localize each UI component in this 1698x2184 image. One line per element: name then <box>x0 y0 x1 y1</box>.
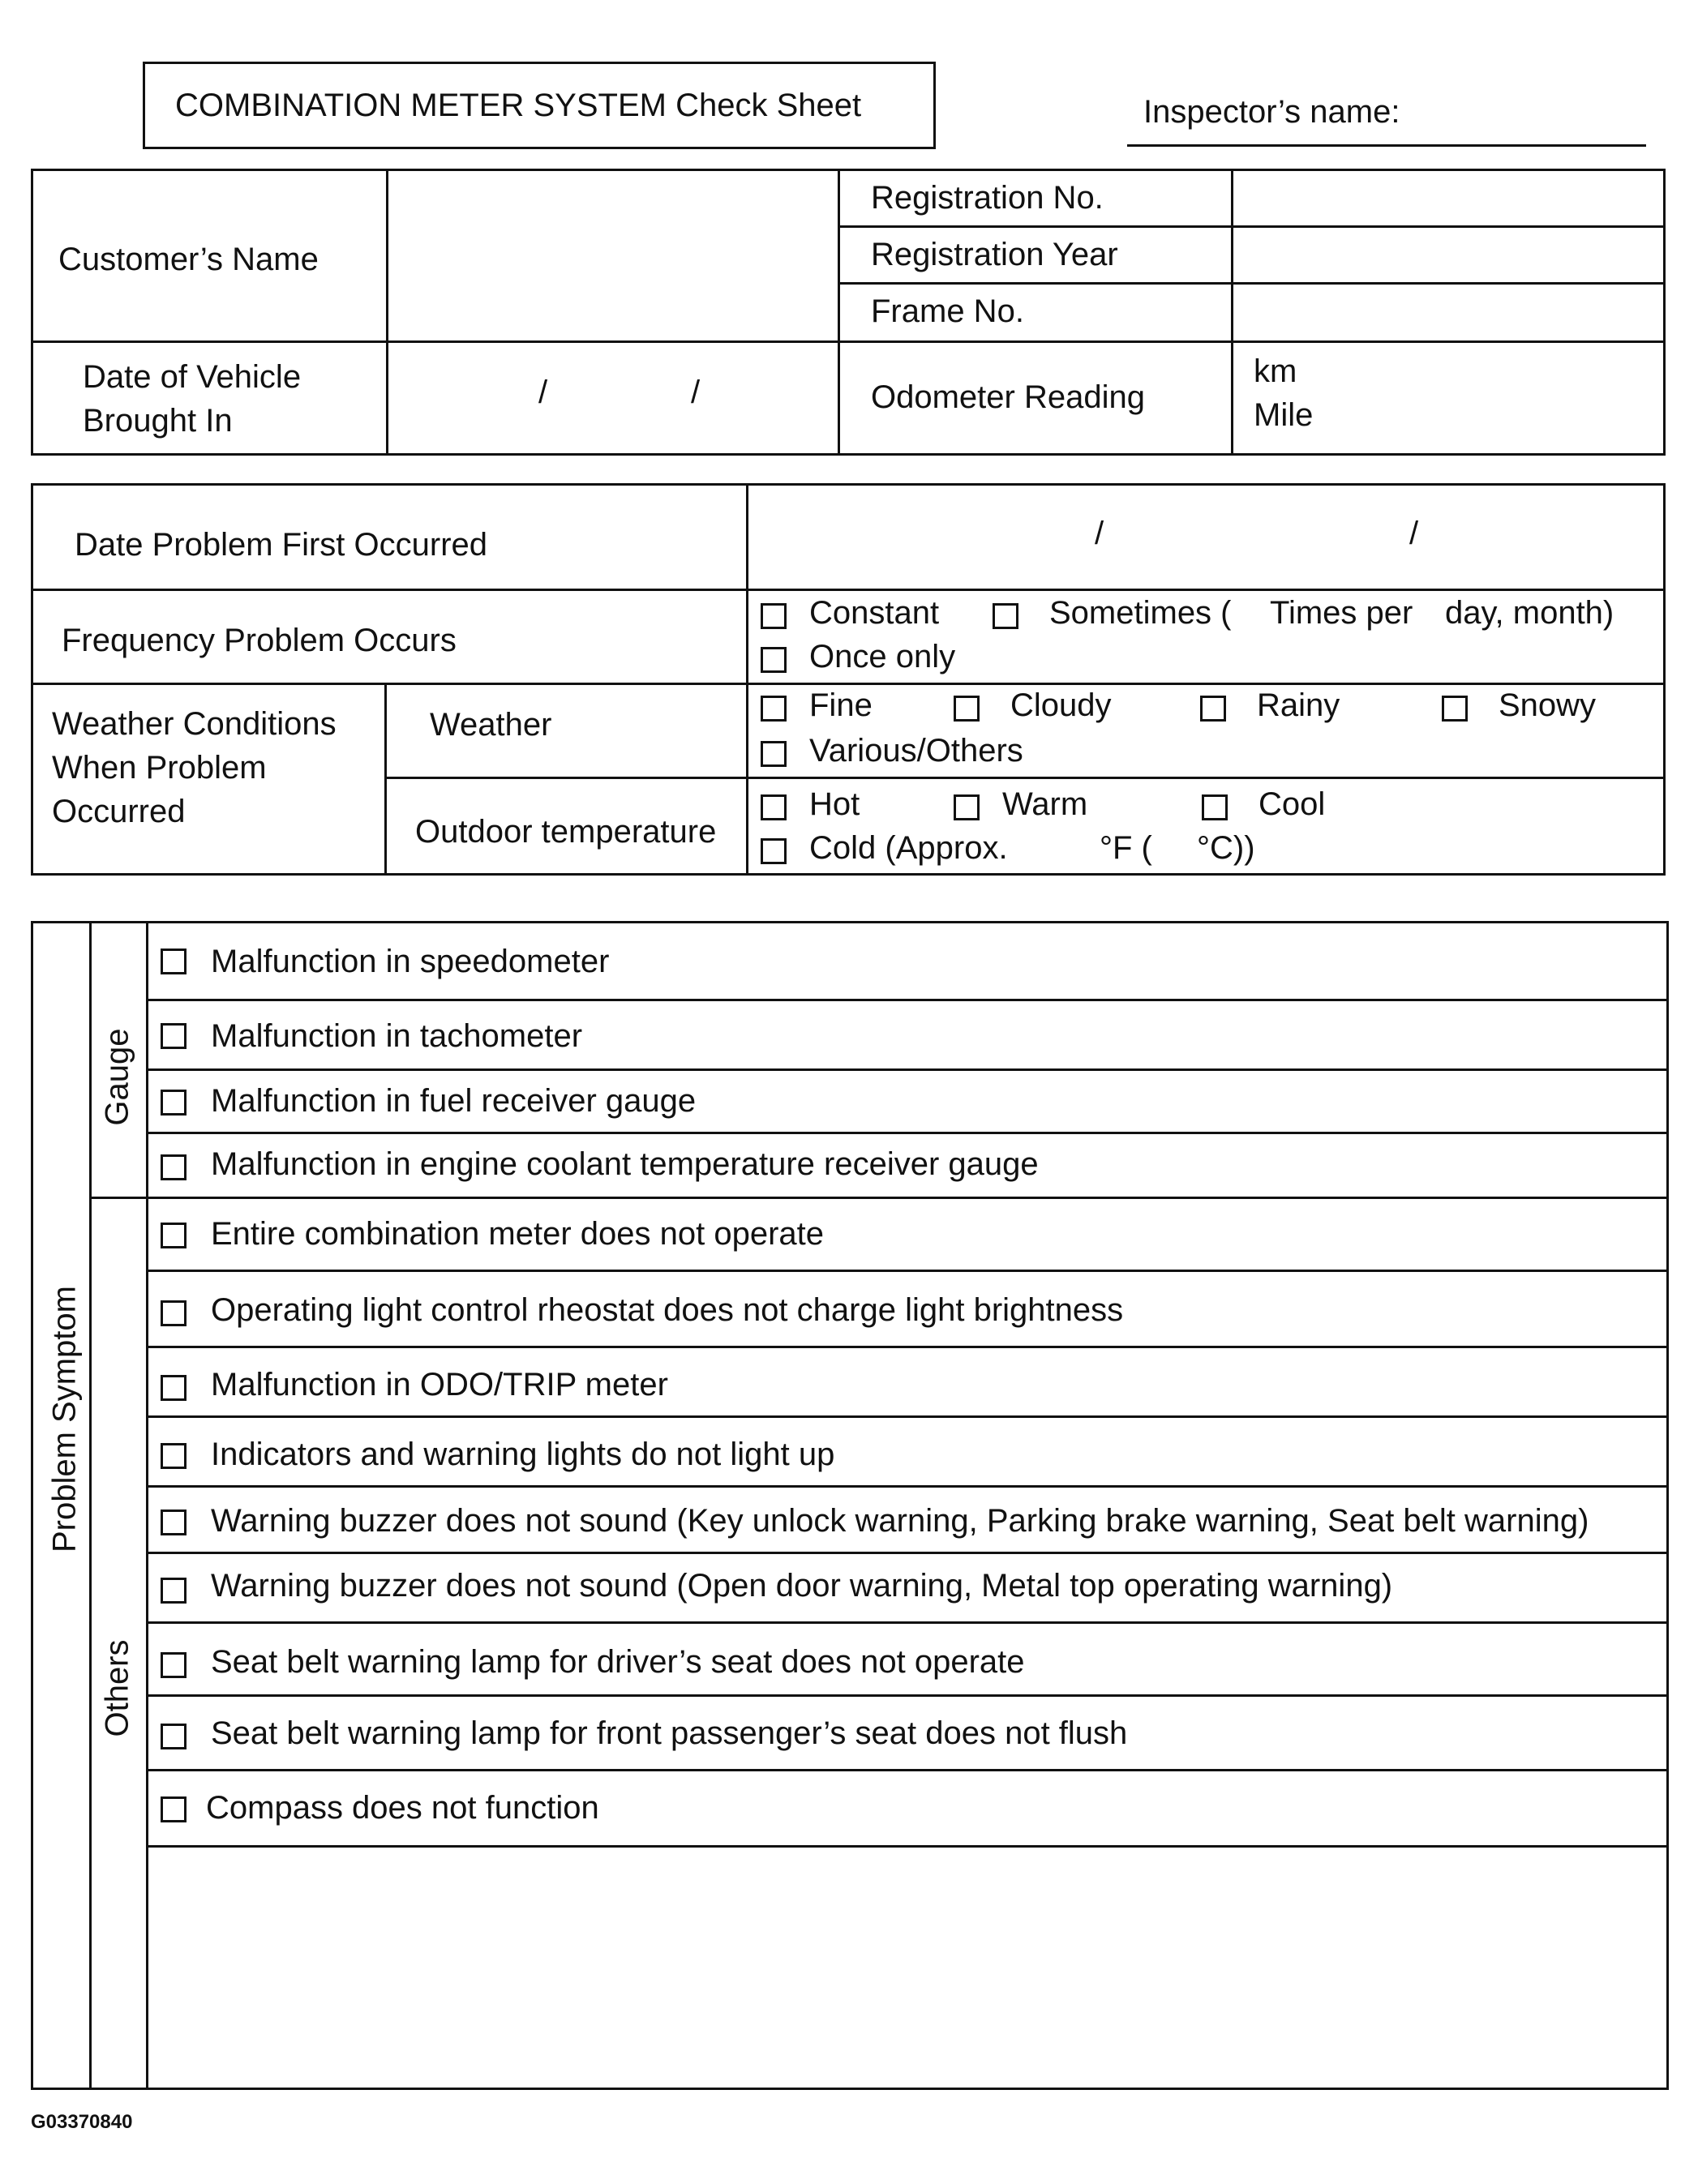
symptom-item: Malfunction in engine coolant temperature receiver gauge <box>211 1146 1039 1182</box>
symptom-item: Seat belt warning lamp for front passenger’s seat does not flush <box>211 1715 1128 1751</box>
odometer-unit-mile: Mile <box>1254 397 1314 433</box>
frame-no-label: Frame No. <box>871 293 1024 329</box>
symptom-item: Warning buzzer does not sound (Key unlock warning, Parking brake warning, Seat belt warning) <box>211 1503 1589 1539</box>
date-brought-in-line2: Brought In <box>83 403 233 439</box>
symptom-checkbox[interactable] <box>161 1090 187 1116</box>
symptom-checkbox[interactable] <box>161 1375 187 1401</box>
temp-cold-checkbox[interactable] <box>761 838 787 864</box>
registration-year-label: Registration Year <box>871 237 1118 272</box>
temp-hot-label: Hot <box>809 786 860 822</box>
symptom-row-divider <box>146 1845 1669 1848</box>
weather-cloudy-label: Cloudy <box>1010 687 1112 723</box>
symptom-row-divider <box>146 1270 1669 1272</box>
symptom-checkbox[interactable] <box>161 949 187 974</box>
temp-f-label: °F ( <box>1100 830 1152 866</box>
temp-cool-checkbox[interactable] <box>1202 794 1228 820</box>
symptom-item: Operating light control rheostat does not charge light brightness <box>211 1292 1124 1328</box>
symptom-item: Indicators and warning lights do not light up <box>211 1437 835 1472</box>
weather-various-label: Various/Others <box>809 733 1023 769</box>
weather-conditions-line1: Weather Conditions <box>52 706 337 742</box>
symptom-checkbox[interactable] <box>161 1578 187 1604</box>
problem-col-divider <box>746 483 748 876</box>
problem-symptom-vertical-label: Problem Symptom <box>46 1286 83 1552</box>
others-vertical-label: Others <box>99 1639 135 1737</box>
customer-name-label: Customer’s Name <box>58 242 319 277</box>
symptom-item: Malfunction in fuel receiver gauge <box>211 1083 697 1119</box>
symptom-row-divider <box>146 999 1669 1001</box>
freq-sometimes-label: Sometimes ( <box>1049 595 1232 631</box>
symptom-row-divider <box>146 1621 1669 1624</box>
date-brought-in-line1: Date of Vehicle <box>83 359 302 395</box>
symptom-checkbox[interactable] <box>161 1510 187 1535</box>
date-brought-in-field[interactable] <box>391 345 834 451</box>
freq-times-per-label: Times per <box>1270 595 1413 631</box>
freq-day-month-label: day, month) <box>1445 595 1614 631</box>
vehicle-col-divider-3 <box>1231 169 1233 456</box>
inspector-label: Inspector’s name: <box>1143 94 1400 130</box>
frequency-label: Frequency Problem Occurs <box>62 623 457 658</box>
temp-c-label: °C)) <box>1197 830 1255 866</box>
page-title: COMBINATION METER SYSTEM Check Sheet <box>175 88 862 123</box>
freq-constant-checkbox[interactable] <box>761 603 787 629</box>
problem-row-divider-1 <box>31 589 1666 591</box>
symptom-row-divider <box>146 1769 1669 1771</box>
weather-fine-checkbox[interactable] <box>761 696 787 722</box>
odometer-field[interactable] <box>1236 345 1662 451</box>
weather-conditions-line3: Occurred <box>52 794 186 829</box>
date-first-sep2: / <box>1409 516 1419 551</box>
symptom-checkbox[interactable] <box>161 1652 187 1678</box>
date-first-sep1: / <box>1095 516 1104 551</box>
symptom-row-divider <box>146 1068 1669 1071</box>
symptom-row-divider <box>146 1415 1669 1418</box>
freq-once-label: Once only <box>809 639 956 674</box>
weather-cloudy-checkbox[interactable] <box>954 696 980 722</box>
temp-hot-checkbox[interactable] <box>761 794 787 820</box>
registration-no-label: Registration No. <box>871 180 1104 216</box>
symptom-notes-area[interactable] <box>151 1850 1664 2085</box>
gauge-others-divider <box>89 1197 1669 1199</box>
symptom-item: Malfunction in speedometer <box>211 944 610 979</box>
temp-cold-label: Cold (Approx. <box>809 830 1008 866</box>
vehicle-col-divider-1 <box>386 169 388 456</box>
problem-row-divider-3 <box>384 777 1666 779</box>
date-first-label: Date Problem First Occurred <box>75 527 488 563</box>
customer-name-field[interactable] <box>391 173 834 337</box>
outdoor-temperature-label: Outdoor temperature <box>415 814 717 850</box>
symptom-item: Malfunction in tachometer <box>211 1018 583 1054</box>
symptom-item: Compass does not function <box>206 1790 599 1826</box>
weather-various-checkbox[interactable] <box>761 741 787 767</box>
symptom-checkbox[interactable] <box>161 1796 187 1822</box>
symptom-item: Warning buzzer does not sound (Open door warning, Metal top operating warning) <box>211 1568 1393 1604</box>
symptom-checkbox[interactable] <box>161 1023 187 1049</box>
vehicle-col-divider-2 <box>838 169 840 456</box>
odometer-label: Odometer Reading <box>871 379 1145 415</box>
gauge-vertical-label: Gauge <box>99 1028 135 1126</box>
symptom-item: Seat belt warning lamp for driver’s seat does not operate <box>211 1644 1025 1680</box>
date-brought-in-sep1: / <box>538 375 548 410</box>
date-brought-in-sep2: / <box>691 375 701 410</box>
symptom-checkbox[interactable] <box>161 1154 187 1180</box>
weather-label: Weather <box>430 707 552 743</box>
symptom-row-divider <box>146 1552 1669 1554</box>
symptom-checkbox[interactable] <box>161 1443 187 1469</box>
symptom-row-divider <box>146 1485 1669 1488</box>
symptom-inner-col-divider <box>146 921 148 2090</box>
weather-col-divider <box>384 683 387 876</box>
odometer-unit-km: km <box>1254 353 1297 389</box>
weather-conditions-line2: When Problem <box>52 750 267 786</box>
weather-conditions-label <box>52 702 337 833</box>
temp-cool-label: Cool <box>1258 786 1326 822</box>
temp-warm-checkbox[interactable] <box>954 794 980 820</box>
symptom-outer-col-divider <box>89 921 92 2090</box>
symptom-item: Entire combination meter does not operate <box>211 1216 824 1252</box>
figure-code: G03370840 <box>31 2111 133 2133</box>
symptom-checkbox[interactable] <box>161 1223 187 1248</box>
weather-snowy-label: Snowy <box>1499 687 1597 723</box>
registration-year-field[interactable] <box>1236 230 1662 280</box>
symptom-item: Malfunction in ODO/TRIP meter <box>211 1367 668 1402</box>
freq-constant-label: Constant <box>809 595 940 631</box>
vehicle-subrow-divider-2 <box>838 282 1666 285</box>
registration-no-field[interactable] <box>1236 173 1662 224</box>
vehicle-row-divider <box>31 340 1666 343</box>
weather-rainy-label: Rainy <box>1257 687 1340 723</box>
symptom-row-divider <box>146 1132 1669 1134</box>
symptom-row-divider <box>146 1346 1669 1348</box>
freq-once-checkbox[interactable] <box>761 647 787 673</box>
temp-warm-label: Warm <box>1002 786 1088 822</box>
inspector-name-line[interactable] <box>1127 144 1646 147</box>
weather-rainy-checkbox[interactable] <box>1200 696 1226 722</box>
weather-fine-label: Fine <box>809 687 873 723</box>
date-first-field[interactable] <box>751 488 1662 585</box>
weather-snowy-checkbox[interactable] <box>1442 696 1468 722</box>
symptom-checkbox[interactable] <box>161 1724 187 1749</box>
symptom-checkbox[interactable] <box>161 1300 187 1326</box>
vehicle-subrow-divider-1 <box>838 225 1666 228</box>
frame-no-field[interactable] <box>1236 287 1662 337</box>
freq-sometimes-checkbox[interactable] <box>993 603 1018 629</box>
symptom-row-divider <box>146 1694 1669 1697</box>
date-brought-in-label <box>83 355 301 443</box>
